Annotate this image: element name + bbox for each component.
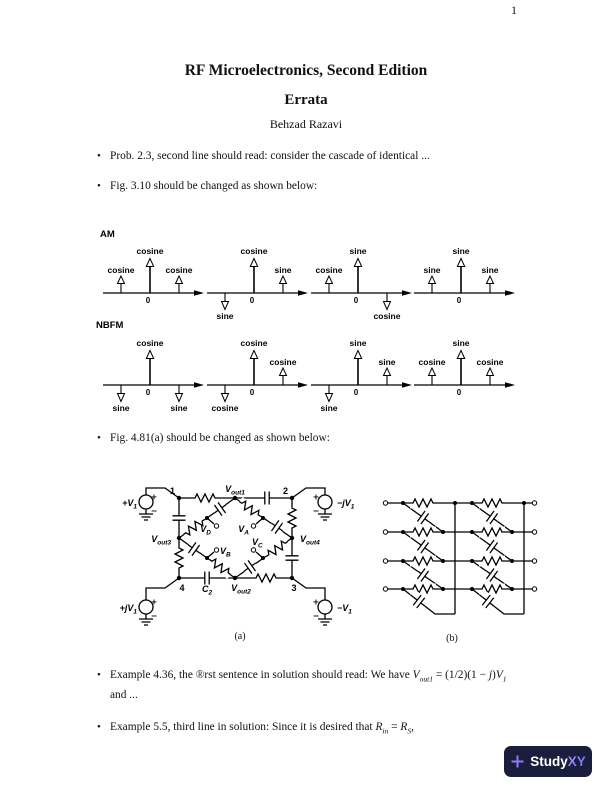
input-terminal [383,530,387,534]
source-minus-jv1 [318,495,332,509]
spectrum-nbfm-4 [409,338,515,423]
svg-text:cosine: cosine [373,311,401,321]
node-2-label: 2 [282,486,288,496]
svg-text:cosine: cosine [315,265,343,275]
vout2-label: $V_{out2}$ [231,583,251,596]
svg-text:0: 0 [456,296,462,305]
svg-text:sine: sine [452,338,470,348]
badge-study-text: Study [530,753,568,769]
studyxy-badge[interactable] [504,746,592,777]
vout4-label: $V_{out4}$ [300,534,320,547]
svg-text:cosine: cosine [165,265,193,275]
bullet-marker: • [97,150,101,162]
svg-text:cosine: cosine [476,357,504,367]
svg-text:sine: sine [170,403,188,413]
vc-terminal [251,548,255,552]
svg-text:sine: sine [378,357,396,367]
plus-icon [510,754,525,769]
svg-text:cosine: cosine [107,265,135,275]
src-tr-label: $-jV_1$ [337,498,355,511]
vd-terminal [214,524,218,528]
output-terminal [532,501,536,505]
document-title: RF Microelectronics, Second Edition [184,62,428,79]
bullet-text: Example 5.5, third line in solution: Since it is desired that $R_{in} = R_S$, [110,721,414,736]
vb-label: $V_B$ [220,546,231,559]
svg-text:−: − [312,611,320,621]
spectrum-am-1 [98,246,204,331]
node-4-label: 4 [179,583,185,593]
svg-text:−: − [312,506,320,516]
bullet-marker: • [97,180,101,192]
svg-text:0: 0 [145,388,151,397]
svg-text:+: + [150,597,158,607]
bullet-fig-4-81 [97,432,557,444]
svg-text:0: 0 [456,388,462,397]
bullet-text: Prob. 2.3, second line should read: consider the cascade of identical ... [110,150,430,162]
vout3-label: $V_{out3}$ [151,534,171,547]
spectrum-am-3 [306,246,412,331]
svg-text:−: − [150,611,158,621]
spectrum-am-4 [409,246,515,331]
bullet-fig-3-10 [97,180,557,192]
svg-text:cosine: cosine [269,357,297,367]
vd-label: $V_D$ [200,524,211,537]
spectrum-am-2 [202,246,308,331]
svg-text:sine: sine [274,265,292,275]
bullet-prob-2-3 [97,150,557,162]
circuit-a-lattice-diagram [95,466,385,644]
bullet-marker: • [97,669,101,681]
svg-text:+: + [150,492,158,502]
input-terminal [383,587,387,591]
src-tl-label: $+V_1$ [122,498,137,511]
svg-text:+: + [312,492,320,502]
svg-text:0: 0 [353,388,359,397]
source-minus-v1 [318,600,332,614]
svg-text:0: 0 [353,296,359,305]
svg-text:sine: sine [112,403,130,413]
node-3-label: 3 [291,583,297,593]
bullet-continuation: and ... [110,689,138,701]
vout1-label: $V_{out1}$ [225,484,245,497]
node-1-label: 1 [169,486,175,496]
svg-text:cosine: cosine [240,338,268,348]
bullet-marker: • [97,721,101,733]
output-terminal [532,559,536,563]
svg-text:cosine: cosine [136,246,164,256]
bullet-example-5-5 [97,721,557,736]
svg-text:sine: sine [423,265,441,275]
input-terminal [383,501,387,505]
input-terminal [383,559,387,563]
svg-text:sine: sine [320,403,338,413]
src-bl-label: $+jV_1$ [119,603,137,616]
output-terminal [532,587,536,591]
svg-text:0: 0 [249,388,255,397]
bullet-text: Example 4.36, the ®rst sentence in solution should read: We have $V_{out1} = (1/2)(1 - j)V_1$ [110,669,507,684]
svg-text:0: 0 [145,296,151,305]
svg-text:sine: sine [452,246,470,256]
bullet-marker: • [97,432,101,444]
svg-text:sine: sine [216,311,234,321]
spectrum-nbfm-1 [98,338,204,423]
svg-text:cosine: cosine [136,338,164,348]
vc-label: $V_C$ [252,537,263,550]
svg-text:cosine: cosine [418,357,446,367]
spectrum-nbfm-3 [306,338,412,423]
badge-xy-text: XY [567,753,586,769]
output-terminal [532,530,536,534]
svg-text:cosine: cosine [240,246,268,256]
svg-text:−: − [150,506,158,516]
spectrum-nbfm-2 [202,338,308,423]
svg-text:sine: sine [349,338,367,348]
c2-label: $C_2$ [201,584,213,597]
bullet-text: Fig. 3.10 should be changed as shown below: [110,180,318,192]
document-subtitle: Errata [284,92,328,108]
va-terminal [251,524,255,528]
vb-terminal [214,548,218,552]
am-row-label: AM [100,229,115,240]
svg-text:sine: sine [349,246,367,256]
svg-text:sine: sine [481,265,499,275]
svg-text:cosine: cosine [211,403,239,413]
svg-text:0: 0 [249,296,255,305]
nbfm-row-label: NBFM [96,320,124,331]
document-author: Behzad Razavi [269,117,343,131]
va-label: $V_A$ [238,524,249,537]
page-number: 1 [511,3,517,17]
src-br-label: $-V_1$ [337,603,352,616]
circuit-b-polyphase-diagram [378,466,548,631]
bullet-example-4-36 [97,669,557,684]
bullet-text: Fig. 4.81(a) should be changed as shown below: [110,432,330,444]
caption-b: (b) [446,633,458,644]
caption-a: (a) [234,631,246,642]
svg-text:+: + [312,597,320,607]
